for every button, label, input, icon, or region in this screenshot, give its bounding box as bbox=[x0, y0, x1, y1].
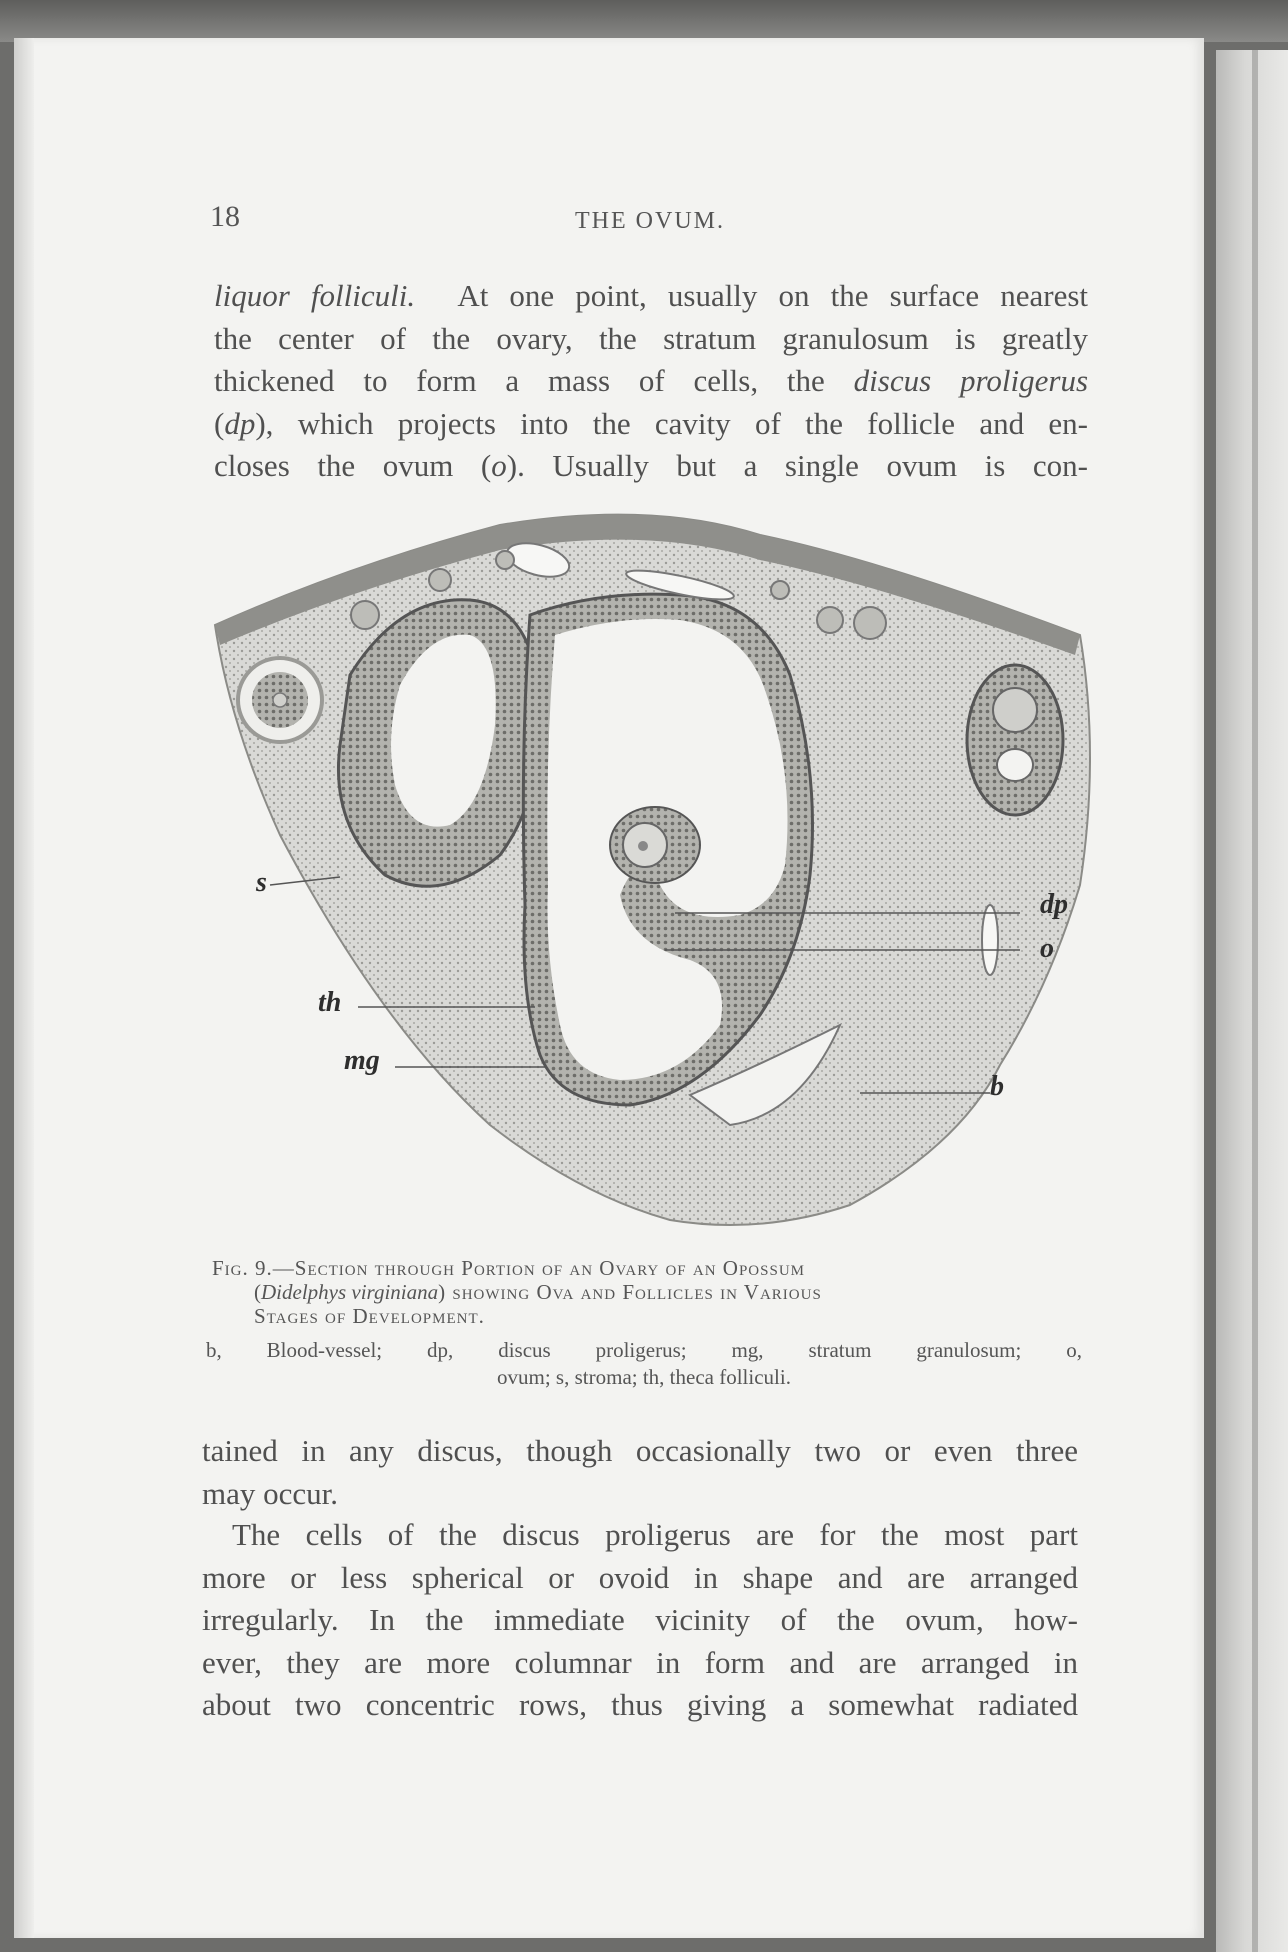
label-s: s bbox=[256, 867, 267, 898]
text-line: about two concentric rows, thus giving a somewhat radiated bbox=[202, 1687, 1078, 1722]
running-head bbox=[210, 200, 1090, 240]
figure-legend bbox=[206, 1337, 1082, 1391]
label-th: th bbox=[318, 987, 342, 1018]
text-line: The cells of the discus proligerus are for the most part bbox=[232, 1517, 1078, 1552]
label-o: o bbox=[1040, 933, 1054, 964]
text-line: more or less spherical or ovoid in shape and are arranged bbox=[202, 1559, 1078, 1595]
text-line: closes the ovum (o). Usually but a single ovum is con- bbox=[214, 448, 1088, 483]
page-left-edge bbox=[14, 38, 34, 1938]
paragraph-3 bbox=[202, 1514, 1078, 1727]
figure-caption: Fig. 9.—Section through Portion of an Ovary of an Opossum (Didelphys virginiana) showing Ova and Follicles in Various Stages of Development. bbox=[212, 1256, 822, 1328]
text-line: thickened to form a mass of cells, the discus proligerus bbox=[214, 363, 1089, 398]
text-line: (dp), which projects into the cavity of the follicle and en- bbox=[214, 405, 1088, 441]
text-line: irregularly. In the immediate vicinity of the ovum, how- bbox=[202, 1602, 1078, 1637]
text-line: may occur. bbox=[202, 1475, 339, 1511]
legend-line: b, Blood-vessel; dp, discus proligerus; mg, stratum granulosum; o, bbox=[206, 1338, 1082, 1362]
label-b: b bbox=[990, 1071, 1004, 1102]
binding-line bbox=[1252, 50, 1258, 1952]
chapter-title: THE OVUM. bbox=[575, 208, 725, 234]
text-line: the center of the ovary, the stratum granulosum is greatly bbox=[214, 320, 1088, 356]
text-line: liquor folliculi. At one point, usually on the surface nearest bbox=[214, 278, 1088, 313]
label-mg: mg bbox=[344, 1045, 380, 1076]
text-line: ever, they are more columnar in form and are arranged in bbox=[202, 1644, 1078, 1680]
scan-top-shadow bbox=[0, 0, 1288, 42]
label-dp: dp bbox=[1040, 889, 1068, 920]
paragraph-1 bbox=[214, 275, 1088, 488]
legend-line: ovum; s, stroma; th, theca folliculi. bbox=[497, 1365, 791, 1389]
text-line: tained in any discus, though occasionally two or even three bbox=[202, 1433, 1078, 1468]
paragraph-2 bbox=[202, 1430, 1078, 1515]
ovary-illustration bbox=[200, 505, 1100, 1235]
ovary-section-figure bbox=[200, 505, 1100, 1235]
page-number: 18 bbox=[210, 200, 240, 233]
